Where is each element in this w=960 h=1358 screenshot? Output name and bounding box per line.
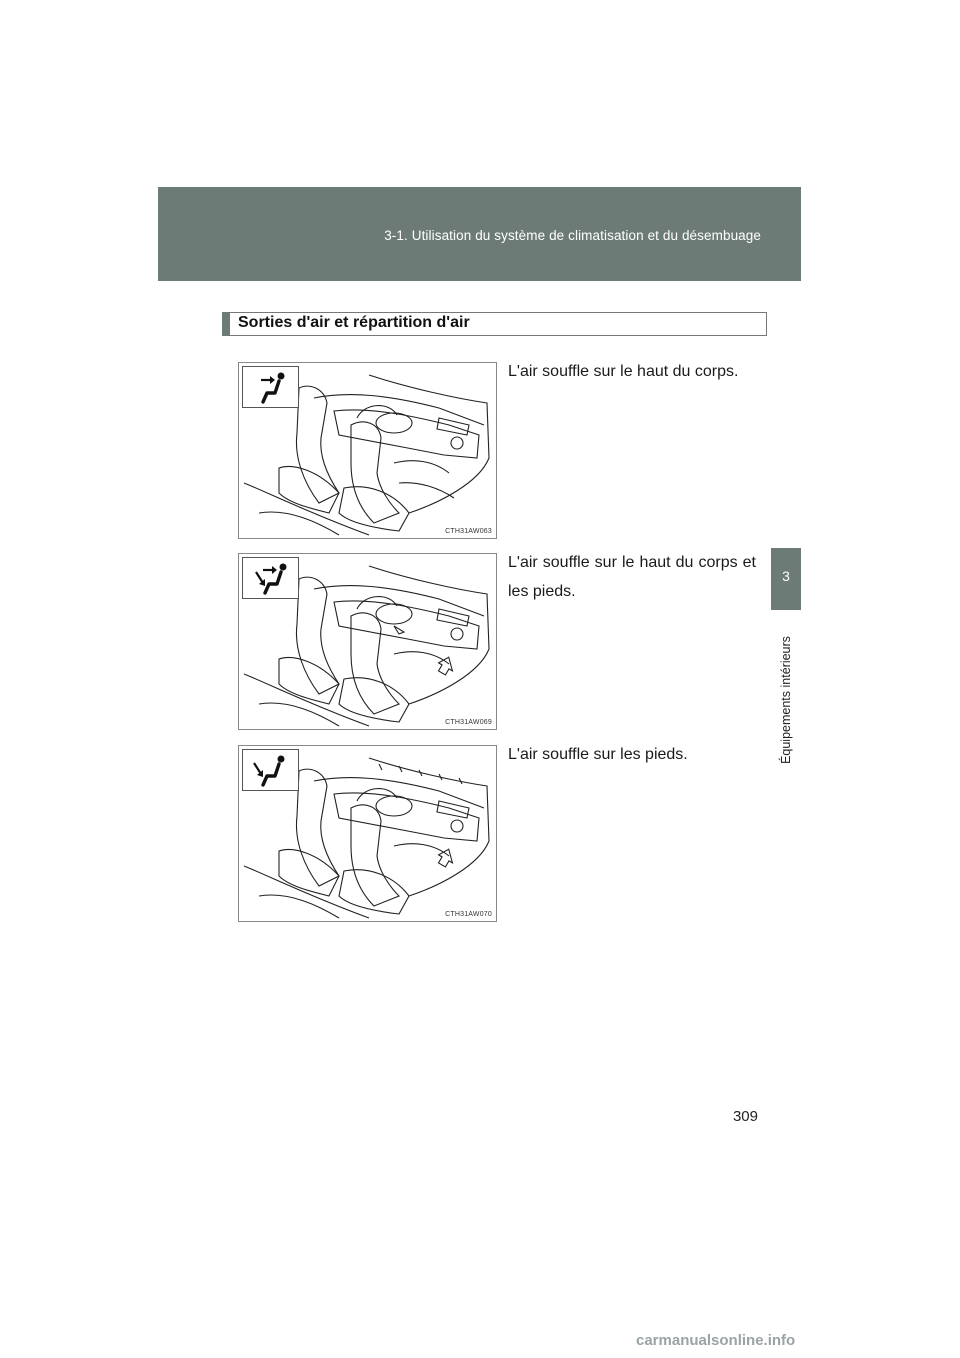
header-band	[158, 187, 801, 281]
section-title: 3-1. Utilisation du système de climatisation et du désembuage	[384, 228, 761, 243]
page-number: 309	[732, 1108, 758, 1125]
watermark: carmanualsonline.info	[636, 1332, 796, 1349]
chapter-label: Équipements intérieurs	[779, 636, 793, 764]
chapter-tab	[771, 548, 801, 610]
chapter-number: 3	[782, 568, 790, 584]
section-heading	[222, 312, 767, 336]
mode-description: L'air souffle sur le haut du corps.	[508, 363, 739, 380]
figure-face-mode	[238, 362, 497, 539]
face-airflow-icon	[242, 366, 299, 408]
mode-description: L'air souffle sur le haut du corps et les pieds.	[508, 554, 756, 600]
figure-bi-level-mode	[238, 553, 497, 730]
section-heading-text: Sorties d'air et répartition d'air	[238, 314, 470, 331]
figure-code: CTH31AW069	[445, 719, 492, 726]
bi-level-airflow-icon	[242, 557, 299, 599]
figure-code: CTH31AW063	[445, 528, 492, 535]
figure-feet-mode	[238, 745, 497, 922]
mode-description: L'air souffle sur les pieds.	[508, 746, 688, 763]
feet-airflow-icon	[242, 749, 299, 791]
figure-code: CTH31AW070	[445, 911, 492, 918]
